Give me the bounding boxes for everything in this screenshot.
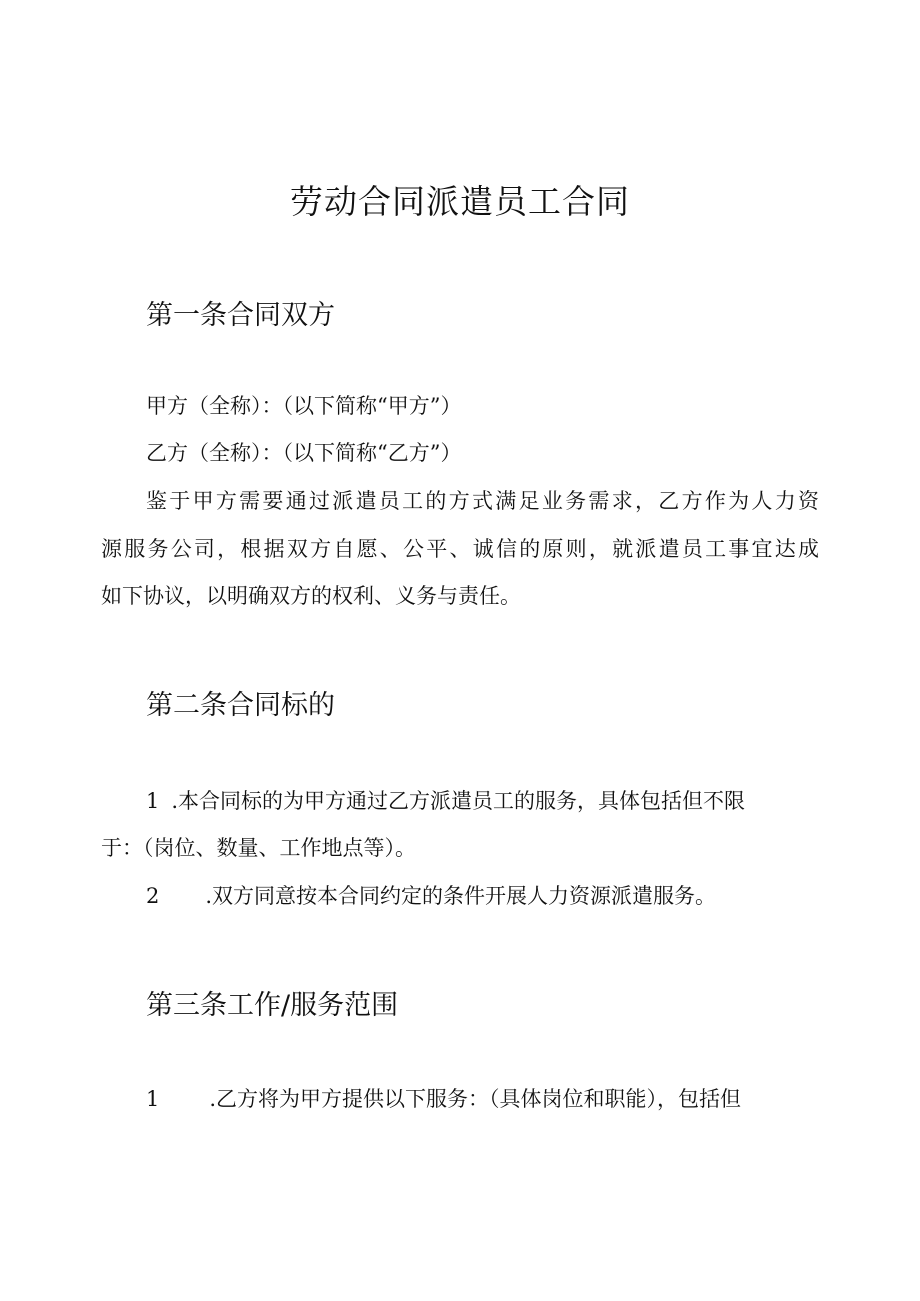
preamble-line-2: 源服务公司，根据双方自愿、公平、诚信的原则，就派遣员工事宜达成 (101, 537, 819, 561)
list-item-continuation: 于：（岗位、数量、工作地点等）。 (101, 836, 416, 860)
item-number: 2 (146, 884, 160, 908)
item-text: .乙方将为甲方提供以下服务：（具体岗位和职能），包括但 (209, 1087, 742, 1111)
party-a-line: 甲方（全称）：（以下简称“甲方”） (146, 394, 462, 418)
list-item (146, 1083, 741, 1113)
party-b-line: 乙方（全称）：（以下简称“乙方”） (146, 441, 462, 465)
preamble-line-1: 鉴于甲方需要通过派遣员工的方式满足业务需求，乙方作为人力资 (146, 489, 819, 513)
section-2-heading: 第二条合同标的 (146, 690, 335, 721)
section-3-heading: 第三条工作/服务范围 (146, 990, 399, 1021)
item-number: 1 (146, 789, 160, 813)
section-1-heading: 第一条合同双方 (146, 300, 335, 331)
list-item (146, 785, 745, 815)
document-title: 劳动合同派遣员工合同 (290, 182, 630, 221)
list-item (146, 880, 716, 910)
item-number: 1 (146, 1087, 160, 1111)
preamble-line-3: 如下协议，以明确双方的权利、义务与责任。 (101, 584, 521, 608)
item-text: .双方同意按本合同约定的条件开展人力资源派遣服务。 (205, 884, 717, 908)
item-text: .本合同标的为甲方通过乙方派遣员工的服务，具体包括但不限 (171, 789, 746, 813)
